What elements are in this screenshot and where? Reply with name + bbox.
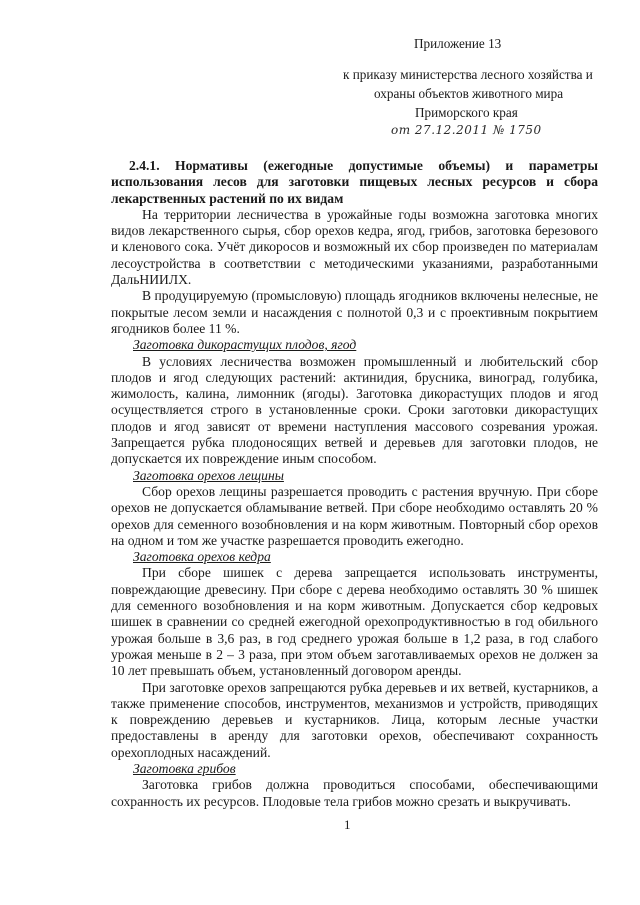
intro-paragraph-2: В продуцируемую (промысловую) площадь ягодников включены нелесные, не покрытые лесом земли и насаждения с полнотой 0,3 и с проективным покрытием ягодников более 11 %.: [111, 288, 598, 336]
appendix-label: Приложение 13: [414, 36, 502, 51]
page-number: 1: [344, 817, 351, 832]
cedar-nuts-paragraph-2: При заготовке орехов запрещаются рубка деревьев и их ветвей, кустарников, а также применение способов, инструментов, механизмов и устройств, приводящих к повреждению деревьев и кустарников. Лица, которым лесные участки предоставлены в аренду для заготовки орехов, обеспечивают сохранность орехоплодных насаждений.: [111, 679, 598, 760]
document-body: [111, 158, 598, 810]
section-title: [111, 158, 598, 207]
order-line-2: охраны объектов животного мира: [374, 86, 564, 101]
subheading-fruits-berries: Заготовка дикорастущих плодов, ягод: [133, 337, 357, 353]
section-number: 2.4.1.: [129, 158, 160, 173]
order-line-3: Приморского края: [415, 105, 518, 120]
subheading-hazel-nuts: Заготовка орехов лещины: [133, 467, 284, 483]
cedar-nuts-paragraph-1: При сборе шишек с дерева запрещается использовать инструменты, повреждающие древесину. При сборе с дерева необходимо оставлять 30 % шишек для семенного возобновления и на корм животным. Допускается сбор кедровых шишек в сравнении со средней ежегодной орехопродуктивностью в год обильного урожая больше в 3,6 раз, в год среднего урожая больше в 1,2 раза, в год слабого урожая меньше в 2 – 3 раза, при этом объем заготавливаемых орехов не должен за 10 лет превышать объем, установленный договором аренды.: [111, 565, 598, 679]
intro-paragraph-1: На территории лесничества в урожайные годы возможна заготовка многих видов лекарственного сырья, сбор орехов кедра, ягод, грибов, заготовка березового и кленового сока. Учёт дикоросов и возможный их сбор произведен по материалам лесоустройства в соответствии с методическими указаниями, разработанными ДальНИИЛХ.: [111, 206, 598, 288]
order-line-1: к приказу министерства лесного хозяйства и: [343, 67, 593, 82]
subheading-cedar-nuts: Заготовка орехов кедра: [133, 549, 271, 565]
mushrooms-paragraph: Заготовка грибов должна проводиться способами, обеспечивающими сохранность их ресурсов. Плодовые тела грибов можно срезать и выкручивать.: [111, 777, 598, 809]
handwritten-date-number: [391, 122, 542, 138]
section-title-text: Нормативы (ежегодные допустимые объемы) и параметры использования лесов для заготовки пищевых лесных ресурсов и сбора лекарственных растений по их видам: [111, 158, 598, 206]
signature-line: от 27.12.2011 № 1750: [391, 123, 542, 137]
subheading-mushrooms: Заготовка грибов: [133, 760, 236, 776]
hazel-nuts-paragraph: Сбор орехов лещины разрешается проводить с растения вручную. При сборе орехов не допускается обламывание ветвей. При сборе необходимо оставлять 20 % орехов для семенного возобновления и на корм животным. Повторный сбор орехов на одном и том же участке разрешается проводить ежегодно.: [111, 483, 598, 548]
fruits-berries-paragraph: В условиях лесничества возможен промышленный и любительский сбор плодов и ягод следующих растений: актинидия, брусника, виноград, голубика, жимолость, калина, лимонник (ягоды). Заготовка дикорастущих плодов и ягод осуществляется строго в установленные сроки. Сроки заготовки дикорастущих плодов и ягод зависят от времени наступления массового созревания урожая. Запрещается рубка плодоносящих ветвей и деревьев для заготовки плодов, не допускается их повреждение иным способом.: [111, 353, 598, 467]
